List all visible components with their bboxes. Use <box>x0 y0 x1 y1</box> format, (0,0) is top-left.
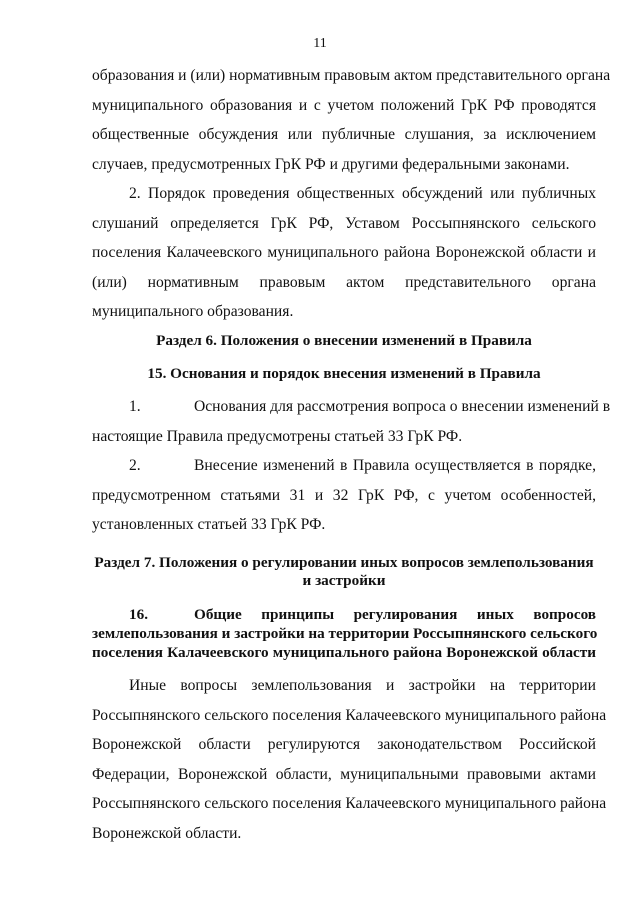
section-heading: Раздел 7. Положения о регулировании иных вопросов землепользования <box>94 554 594 571</box>
paragraph-line: 2. Порядок проведения общественных обсуждений или публичных <box>129 185 596 202</box>
paragraph-line: установленных статьей 33 ГрК РФ. <box>92 516 326 533</box>
list-item-line <box>129 397 611 417</box>
section-heading: и застройки <box>302 572 386 589</box>
article-title-text: Общие принципы регулирования иных вопросов <box>194 606 596 623</box>
page-number: 11 <box>313 36 327 51</box>
paragraph-line: Россыпнянского сельского поселения Калачеевского муниципального района <box>92 795 607 812</box>
paragraph-line: Иные вопросы землепользования и застройки на территории <box>129 677 596 694</box>
article-heading <box>129 605 596 625</box>
article-heading: поселения Калачеевского муниципального района Воронежской области <box>92 644 596 661</box>
list-item-text: Основания для рассмотрения вопроса о внесении изменений в <box>194 398 611 415</box>
paragraph-line: Воронежской области регулируются законодательством Российской <box>92 736 596 753</box>
article-heading: землепользования и застройки на территории Россыпнянского сельского <box>92 625 598 642</box>
paragraph-line: поселения Калачеевского муниципального района Воронежской области и <box>92 244 596 261</box>
paragraph-line: слушаний определяется ГрК РФ, Уставом Россыпнянского сельского <box>92 215 596 232</box>
paragraph-line: Федерации, Воронежской области, муниципальными правовыми актами <box>92 766 596 783</box>
paragraph-line: Воронежской области. <box>92 825 242 842</box>
article-number: 16. <box>129 606 148 623</box>
paragraph-line: общественные обсуждения или публичные слушания, за исключением <box>92 126 596 143</box>
list-item-line <box>129 456 596 476</box>
paragraph-line: Россыпнянского сельского поселения Калачеевского муниципального района <box>92 707 607 724</box>
paragraph-line: образования и (или) нормативным правовым актом представительного органа <box>92 67 611 84</box>
list-item-text: Внесение изменений в Правила осуществляется в порядке, <box>194 457 596 474</box>
list-item-number: 2. <box>129 457 141 474</box>
paragraph-line: случаев, предусмотренных ГрК РФ и другими федеральными законами. <box>92 156 570 173</box>
paragraph-line: настоящие Правила предусмотрены статьей 33 ГрК РФ. <box>92 428 463 445</box>
article-heading: 15. Основания и порядок внесения изменений в Правила <box>147 365 541 382</box>
paragraph-line: предусмотренном статьями 31 и 32 ГрК РФ, с учетом особенностей, <box>92 487 596 504</box>
section-heading: Раздел 6. Положения о внесении изменений в Правила <box>156 332 532 349</box>
paragraph-line: (или) нормативным правовым актом представительного органа <box>92 274 596 291</box>
list-item-number: 1. <box>129 398 141 415</box>
paragraph-line: муниципального образования. <box>92 303 294 320</box>
paragraph-line: муниципального образования и с учетом положений ГрК РФ проводятся <box>92 97 596 114</box>
